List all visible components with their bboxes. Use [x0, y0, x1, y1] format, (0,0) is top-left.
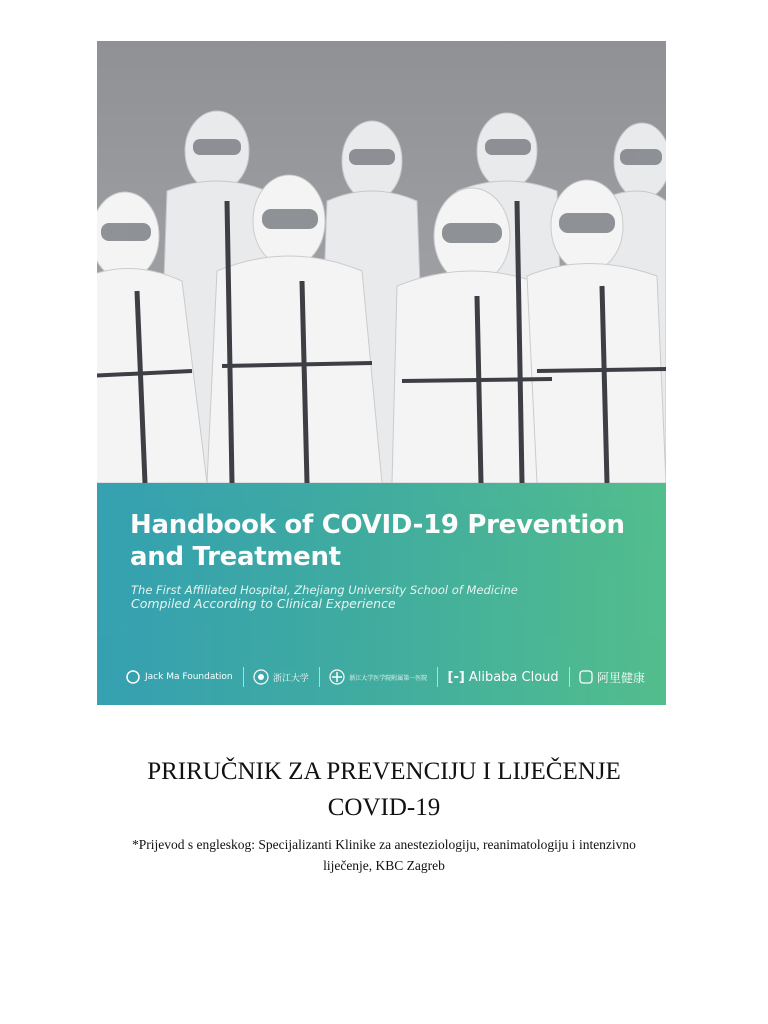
cover-subtitle-line1: The First Affiliated Hospital, Zhejiang University School of Medicine	[131, 583, 518, 597]
ali-health-logo: 阿里健康	[579, 669, 645, 686]
document-title-line1: PRIRUČNIK ZA PREVENCIJU I LIJEČENJE	[147, 758, 621, 785]
first-affiliated-hospital-logo: 浙江大学医学院附属第一医院	[329, 669, 427, 685]
cover-title-band	[97, 483, 666, 705]
cover-subtitle-line2: Compiled According to Clinical Experience	[131, 596, 396, 611]
translation-note-line2: liječenje, KBC Zagreb	[323, 858, 445, 873]
cover-image	[97, 41, 666, 705]
translation-note	[60, 834, 708, 876]
jack-ma-foundation-logo: Jack Ma Foundation	[125, 669, 233, 685]
alibaba-cloud-logo: [-] Alibaba Cloud	[447, 669, 559, 685]
alibaba-cloud-icon: [-]	[447, 669, 465, 685]
document-title	[0, 754, 768, 826]
zhejiang-university-logo: 浙江大学	[253, 669, 309, 685]
cover-subtitle	[131, 583, 651, 611]
document-title-line2: COVID-19	[327, 794, 441, 821]
sponsor-logos	[125, 665, 645, 689]
medical-staff-photo	[97, 41, 666, 483]
translation-note-line1: *Prijevod s engleskog: Specijalizanti Klinike za anesteziologiju, reanimatologiju i intenzivno	[132, 837, 636, 852]
cover-title: Handbook of COVID-19 Prevention and Treatment	[130, 510, 625, 572]
